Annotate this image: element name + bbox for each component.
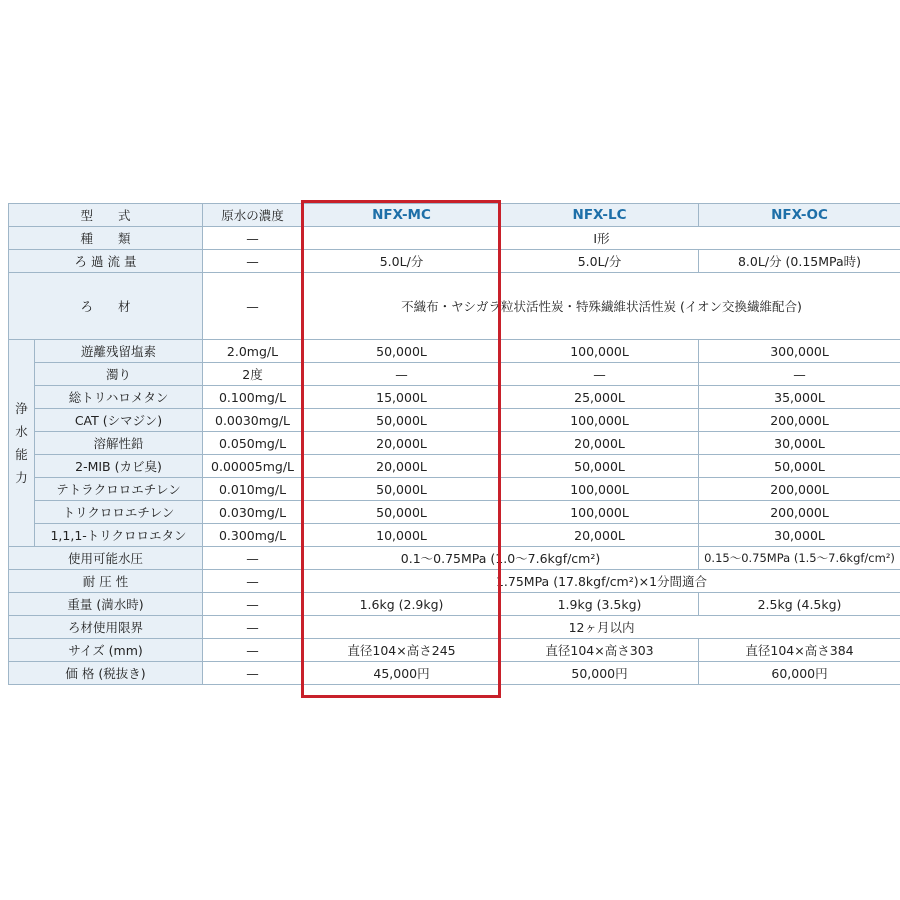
row-label: 重量 (満水時) (9, 593, 203, 616)
table-row (9, 524, 900, 547)
table-row (9, 501, 900, 524)
table-row (9, 340, 900, 363)
row-label: ろ 過 流 量 (9, 250, 203, 273)
value-cell-oc: 2.5kg (4.5kg) (699, 593, 900, 616)
concentration-cell: 0.010mg/L (203, 478, 303, 501)
purify-group-label (9, 340, 35, 547)
table-row (9, 409, 900, 432)
row-label: 遊離残留塩素 (35, 340, 203, 363)
header-row (9, 204, 900, 227)
row-label: 使用可能水圧 (9, 547, 203, 570)
table-row (9, 432, 900, 455)
concentration-cell: — (203, 639, 303, 662)
row-label: ろ 材 (9, 273, 203, 340)
row-label: 2-MIB (カビ臭) (35, 455, 203, 478)
value-cell-mc: — (303, 363, 501, 386)
concentration-cell: — (203, 227, 303, 250)
row-label: 総トリハロメタン (35, 386, 203, 409)
table-row (9, 570, 900, 593)
value-cell-oc: 60,000円 (699, 662, 900, 685)
group-char: 力 (15, 470, 28, 485)
concentration-cell: — (203, 593, 303, 616)
value-cell-oc: 200,000L (699, 409, 900, 432)
value-cell-lc: 1.9kg (3.5kg) (501, 593, 699, 616)
concentration-cell: 0.00005mg/L (203, 455, 303, 478)
concentration-cell: 0.0030mg/L (203, 409, 303, 432)
pressure-range-mc-lc: 0.1〜0.75MPa (1.0〜7.6kgf/cm²) (303, 547, 699, 570)
row-label: トリクロロエチレン (35, 501, 203, 524)
value-cell-mc: 20,000L (303, 455, 501, 478)
table-row (9, 639, 900, 662)
row-label: CAT (シマジン) (35, 409, 203, 432)
value-cell-lc: — (501, 363, 699, 386)
concentration-cell: — (203, 662, 303, 685)
value-cell-lc: 20,000L (501, 432, 699, 455)
limit-value: 12ヶ月以内 (303, 616, 900, 639)
value-cell-lc: 25,000L (501, 386, 699, 409)
group-char: 水 (15, 424, 28, 439)
value-cell-oc: 35,000L (699, 386, 900, 409)
value-cell-mc: 5.0L/分 (303, 250, 501, 273)
concentration-cell: 0.300mg/L (203, 524, 303, 547)
table-row (9, 662, 900, 685)
row-label: 耐 圧 性 (9, 570, 203, 593)
concentration-header: 原水の濃度 (203, 204, 303, 227)
value-cell-mc: 45,000円 (303, 662, 501, 685)
row-label: 1,1,1-トリクロロエタン (35, 524, 203, 547)
concentration-cell: 0.100mg/L (203, 386, 303, 409)
concentration-cell: — (203, 547, 303, 570)
value-cell-mc: 50,000L (303, 340, 501, 363)
row-label: テトラクロロエチレン (35, 478, 203, 501)
value-cell-oc: 200,000L (699, 478, 900, 501)
table-row (9, 547, 900, 570)
model-header-lc: NFX-LC (501, 204, 699, 227)
value-cell-oc: — (699, 363, 900, 386)
group-char: 能 (15, 447, 28, 462)
value-cell-mc: 50,000L (303, 501, 501, 524)
value-cell-lc: 5.0L/分 (501, 250, 699, 273)
group-char: 浄 (15, 401, 28, 416)
value-cell-mc: 20,000L (303, 432, 501, 455)
kind-value: Ⅰ形 (303, 227, 900, 250)
table-row (9, 363, 900, 386)
media-value: 不織布・ヤシガラ粒状活性炭・特殊繊維状活性炭 (イオン交換繊維配合) (303, 273, 900, 340)
concentration-cell: — (203, 250, 303, 273)
table-row (9, 593, 900, 616)
type-header: 型 式 (9, 204, 203, 227)
value-cell-oc: 300,000L (699, 340, 900, 363)
value-cell-lc: 50,000L (501, 455, 699, 478)
row-label: 価 格 (税抜き) (9, 662, 203, 685)
row-label: 種 類 (9, 227, 203, 250)
value-cell-mc: 50,000L (303, 478, 501, 501)
concentration-cell: — (203, 273, 303, 340)
value-cell-oc: 50,000L (699, 455, 900, 478)
table-row (9, 616, 900, 639)
value-cell-mc: 直径104×高さ245 (303, 639, 501, 662)
value-cell-lc: 50,000円 (501, 662, 699, 685)
value-cell-mc: 50,000L (303, 409, 501, 432)
table-row (9, 250, 900, 273)
concentration-cell: 0.030mg/L (203, 501, 303, 524)
value-cell-oc: 30,000L (699, 524, 900, 547)
table-row (9, 455, 900, 478)
model-header-mc: NFX-MC (303, 204, 501, 227)
table-row (9, 478, 900, 501)
concentration-cell: — (203, 616, 303, 639)
value-cell-lc: 100,000L (501, 409, 699, 432)
row-label: 溶解性鉛 (35, 432, 203, 455)
pressure-range-oc: 0.15〜0.75MPa (1.5〜7.6kgf/cm²) (699, 547, 900, 570)
value-cell-lc: 100,000L (501, 478, 699, 501)
spec-table (8, 203, 900, 685)
row-label: サイズ (mm) (9, 639, 203, 662)
concentration-cell: — (203, 570, 303, 593)
table-row (9, 273, 900, 340)
concentration-cell: 2度 (203, 363, 303, 386)
value-cell-oc: 200,000L (699, 501, 900, 524)
table-row (9, 386, 900, 409)
table-row (9, 227, 900, 250)
row-label: ろ材使用限界 (9, 616, 203, 639)
concentration-cell: 0.050mg/L (203, 432, 303, 455)
value-cell-lc: 100,000L (501, 501, 699, 524)
value-cell-oc: 30,000L (699, 432, 900, 455)
value-cell-mc: 15,000L (303, 386, 501, 409)
value-cell-lc: 100,000L (501, 340, 699, 363)
value-cell-lc: 直径104×高さ303 (501, 639, 699, 662)
value-cell-oc: 直径104×高さ384 (699, 639, 900, 662)
value-cell-oc: 8.0L/分 (0.15MPa時) (699, 250, 900, 273)
concentration-cell: 2.0mg/L (203, 340, 303, 363)
value-cell-mc: 10,000L (303, 524, 501, 547)
value-cell-mc: 1.6kg (2.9kg) (303, 593, 501, 616)
model-header-oc: NFX-OC (699, 204, 900, 227)
pressure-resistance-value: 1.75MPa (17.8kgf/cm²)×1分間適合 (303, 570, 900, 593)
row-label: 濁り (35, 363, 203, 386)
value-cell-lc: 20,000L (501, 524, 699, 547)
